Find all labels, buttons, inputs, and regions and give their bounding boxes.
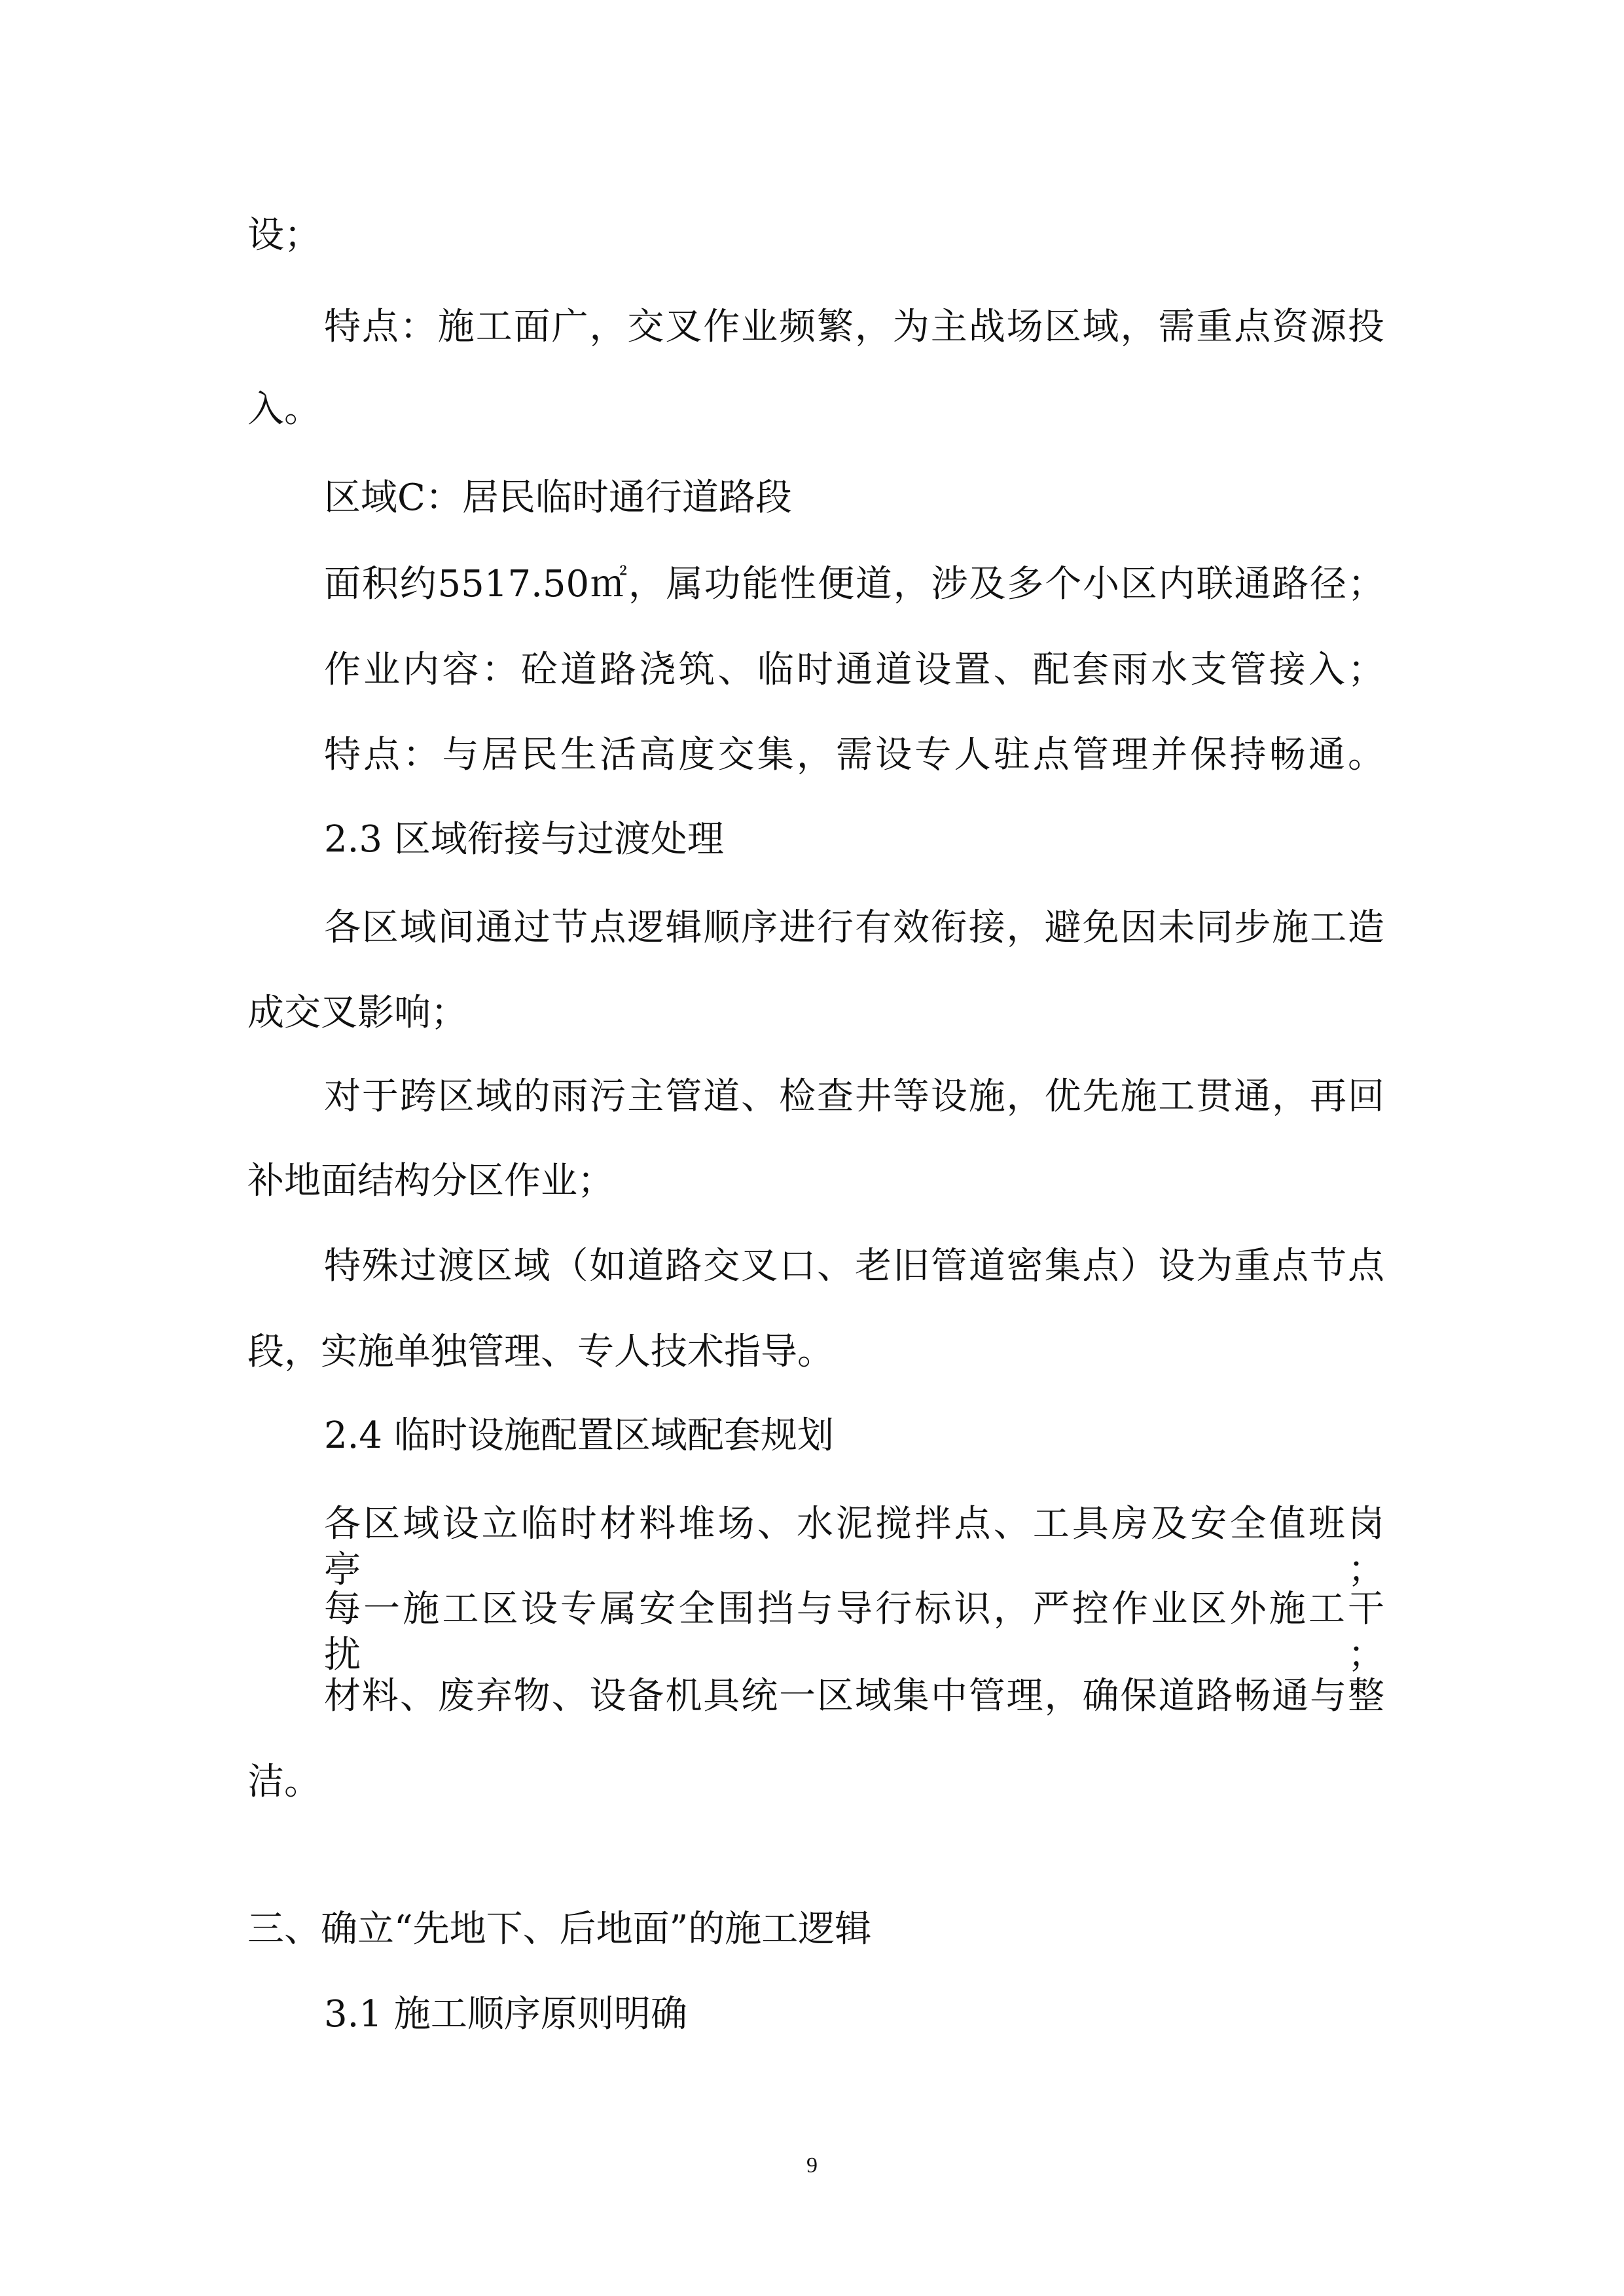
paragraph-line: 面积约5517.50㎡，属功能性便道，涉及多个小区内联通路径； [324, 563, 1384, 605]
paragraph-line: 对于跨区域的雨污主管道、检查井等设施，优先施工贯通，再回 [324, 1075, 1384, 1118]
paragraph-line: 特点：施工面广，交叉作业频繁，为主战场区域，需重点资源投 [324, 306, 1384, 348]
chapter-heading: 三、确立“先地下、后地面”的施工逻辑 [247, 1908, 872, 1950]
section-heading: 2.4 临时设施配置区域配套规划 [324, 1414, 834, 1457]
paragraph-line: 作业内容：砼道路浇筑、临时通道设置、配套雨水支管接入； [324, 649, 1384, 691]
section-heading: 3.1 施工顺序原则明确 [324, 1993, 687, 2036]
paragraph-line: 每一施工区设专属安全围挡与导行标识，严控作业区外施工干扰； [324, 1588, 1384, 1676]
paragraph-line: 入。 [247, 388, 321, 431]
paragraph-line: 成交叉影响； [247, 992, 467, 1034]
paragraph-line: 补地面结构分区作业； [247, 1160, 614, 1202]
paragraph-line: 各区域设立临时材料堆场、水泥搅拌点、工具房及安全值班岗亭； [324, 1503, 1384, 1591]
region-heading: 区域C：居民临时通行道路段 [324, 476, 792, 519]
section-heading: 2.3 区域衔接与过渡处理 [324, 818, 724, 861]
paragraph-line: 特点：与居民生活高度交集，需设专人驻点管理并保持畅通。 [324, 734, 1384, 776]
paragraph-line: 各区域间通过节点逻辑顺序进行有效衔接，避免因未同步施工造 [324, 906, 1384, 949]
paragraph-line: 特殊过渡区域（如道路交叉口、老旧管道密集点）设为重点节点 [324, 1245, 1384, 1287]
paragraph-line: 设； [247, 214, 321, 257]
page-number: 9 [806, 2153, 818, 2178]
paragraph-line: 段，实施单独管理、专人技术指导。 [247, 1331, 834, 1373]
paragraph-line: 材料、废弃物、设备机具统一区域集中管理，确保道路畅通与整 [324, 1675, 1384, 1717]
paragraph-line: 洁。 [247, 1761, 321, 1803]
